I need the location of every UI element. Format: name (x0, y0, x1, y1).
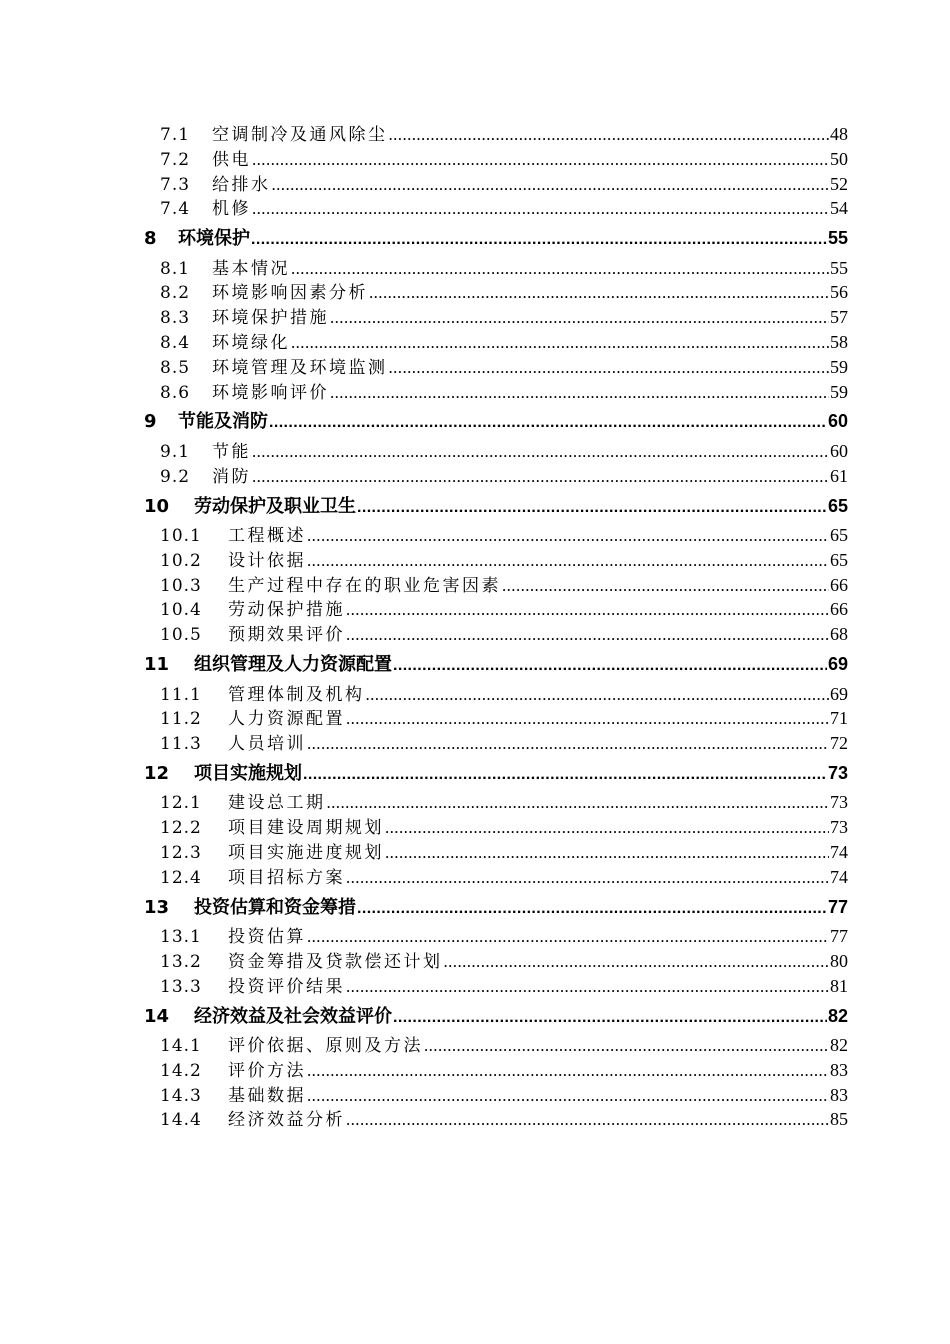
toc-entry-title: 基础数据 (228, 1085, 306, 1106)
toc-entry-title: 空调制冷及通风除尘 (212, 125, 388, 145)
toc-entry-page-number: 48 (830, 124, 848, 144)
toc-entry-title: 投资估算和资金筹措 (194, 896, 356, 918)
dot-leader (444, 950, 830, 975)
toc-entry-page-number: 54 (830, 198, 848, 219)
toc-section-entry[interactable] (0, 355, 848, 380)
dot-leader (307, 732, 829, 757)
toc-entry-title: 设计依据 (228, 550, 306, 571)
dot-leader (291, 257, 829, 282)
toc-section-entry[interactable] (0, 439, 848, 464)
toc-section-entry[interactable] (0, 865, 848, 890)
toc-entry-title: 环境绿化 (212, 333, 290, 354)
toc-entry-number: 8.6 (160, 382, 191, 403)
dot-leader (272, 173, 830, 198)
toc-section-entry[interactable] (0, 790, 848, 815)
toc-entry-page-number: 69 (830, 683, 848, 704)
toc-entry-title: 评价依据、原则及方法 (228, 1036, 423, 1057)
toc-entry-number: 13 (144, 896, 170, 918)
toc-section-entry[interactable] (0, 1058, 848, 1083)
toc-entry-number: 13.2 (160, 951, 202, 972)
toc-entry-page-number: 55 (830, 257, 848, 278)
toc-entry-title: 节能 (212, 441, 251, 462)
toc-entry-title: 消防 (212, 466, 251, 487)
toc-entry-number: 11.2 (160, 709, 202, 730)
toc-entry-title: 生产过程中存在的职业危害因素 (228, 575, 501, 596)
toc-entry-page-number: 74 (830, 866, 848, 887)
toc-entry-page-number: 65 (830, 525, 848, 546)
dot-leader (330, 381, 829, 406)
dot-leader (252, 197, 829, 222)
toc-entry-page-number: 65 (827, 495, 848, 516)
toc-entry-title: 经济效益及社会效益评价 (194, 1005, 392, 1027)
toc-entry-page-number: 58 (830, 332, 848, 353)
toc-entry-page-number: 60 (830, 440, 848, 461)
toc-entry-number: 8.5 (160, 357, 191, 378)
toc-entry-number: 10 (144, 495, 170, 517)
dot-leader (389, 356, 830, 381)
dot-leader (346, 866, 829, 891)
toc-entry-number: 8.1 (160, 258, 191, 279)
toc-entry-title: 投资估算 (228, 927, 306, 948)
toc-entry-number: 8.2 (160, 283, 191, 304)
toc-entry-title: 资金筹措及贷款偿还计划 (228, 951, 443, 972)
toc-chapter-entry[interactable] (0, 647, 848, 682)
toc-entry-number: 7.4 (160, 199, 191, 220)
toc-entry-title: 投资评价结果 (228, 976, 345, 997)
dot-leader (327, 791, 830, 816)
toc-section-entry[interactable] (0, 330, 848, 355)
toc-entry-title: 机修 (212, 199, 251, 220)
dot-leader (307, 524, 829, 549)
dot-leader (346, 1108, 829, 1133)
toc-section-entry[interactable] (0, 1107, 848, 1132)
toc-entry-page-number: 59 (830, 381, 848, 402)
dot-leader (252, 465, 829, 490)
toc-entry-number: 12.3 (160, 843, 202, 864)
toc-entry-number: 11.1 (160, 684, 202, 705)
toc-section-entry[interactable] (0, 815, 848, 840)
dot-leader (357, 490, 827, 526)
toc-entry-number: 12.1 (160, 793, 202, 814)
toc-entry-title: 预期效果评价 (228, 625, 345, 646)
toc-section-entry[interactable] (0, 597, 848, 622)
toc-entry-title: 基本情况 (212, 258, 290, 279)
toc-entry-page-number: 60 (827, 411, 848, 432)
dot-leader (307, 1059, 829, 1084)
dot-leader (389, 123, 830, 148)
toc-entry-number: 7.3 (160, 174, 191, 195)
toc-section-entry[interactable] (0, 548, 848, 573)
toc-entry-number: 12.2 (160, 818, 202, 839)
toc-entry-page-number: 52 (830, 173, 848, 194)
toc-entry-title: 人员培训 (228, 734, 306, 755)
toc-entry-number: 8.4 (160, 333, 191, 354)
dot-leader (346, 975, 829, 1000)
toc-entry-number: 14.4 (160, 1110, 202, 1131)
toc-entry-page-number: 61 (830, 465, 848, 486)
toc-entry-number: 11 (144, 654, 170, 676)
toc-section-entry[interactable] (0, 172, 848, 197)
toc-section-entry[interactable] (0, 256, 848, 281)
toc-entry-page-number: 80 (830, 950, 848, 971)
toc-entry-number: 13.3 (160, 976, 202, 997)
dot-leader (307, 549, 829, 574)
toc-entry-page-number: 83 (830, 1059, 848, 1080)
toc-entry-page-number: 82 (827, 1005, 848, 1026)
toc-section-entry[interactable] (0, 682, 848, 707)
toc-entry-number: 13.1 (160, 927, 202, 948)
toc-entry-number: 7.2 (160, 149, 191, 170)
dot-leader (252, 440, 829, 465)
toc-section-entry[interactable] (0, 840, 848, 865)
dot-leader (424, 1034, 829, 1059)
toc-entry-title: 劳动保护措施 (228, 600, 345, 621)
toc-entry-title: 节能及消防 (178, 411, 268, 433)
toc-entry-title: 环境影响因素分析 (212, 283, 368, 304)
dot-leader (357, 891, 827, 927)
toc-entry-title: 评价方法 (228, 1060, 306, 1081)
toc-entry-number: 10.2 (160, 550, 202, 571)
toc-entry-title: 项目建设周期规划 (228, 818, 384, 839)
toc-entry-page-number: 73 (827, 762, 848, 783)
toc-entry-page-number: 56 (830, 282, 848, 303)
toc-entry-page-number: 85 (830, 1109, 848, 1130)
toc-chapter-entry[interactable] (0, 999, 848, 1034)
toc-entry-page-number: 73 (830, 817, 848, 838)
toc-entry-number: 9.2 (160, 466, 191, 487)
toc-entry-title: 环境保护 (178, 228, 250, 250)
toc-section-entry[interactable] (0, 706, 848, 731)
toc-chapter-entry[interactable] (0, 890, 848, 925)
toc-entry-page-number: 82 (830, 1035, 848, 1056)
dot-leader (252, 148, 829, 173)
toc-entry-title: 环境管理及环境监测 (212, 357, 388, 378)
dot-leader (369, 281, 829, 306)
toc-entry-page-number: 71 (830, 708, 848, 729)
toc-entry-page-number: 69 (827, 654, 848, 675)
toc-entry-number: 10.3 (160, 575, 202, 596)
toc-entry-title: 组织管理及人力资源配置 (194, 654, 392, 676)
toc-entry-number: 8 (144, 228, 157, 250)
toc-section-entry[interactable] (0, 622, 848, 647)
toc-entry-title: 工程概述 (228, 526, 306, 547)
toc-section-entry[interactable] (0, 731, 848, 756)
toc-entry-title: 人力资源配置 (228, 709, 345, 730)
dot-leader (307, 1084, 829, 1109)
dot-leader (303, 757, 827, 793)
toc-entry-page-number: 65 (830, 549, 848, 570)
dot-leader (385, 841, 829, 866)
toc-entry-page-number: 50 (830, 148, 848, 169)
dot-leader (269, 405, 827, 441)
toc-entry-page-number: 77 (830, 926, 848, 947)
toc-entry-page-number: 74 (830, 842, 848, 863)
toc-entry-number: 10.1 (160, 526, 202, 547)
toc-entry-number: 9.1 (160, 441, 191, 462)
toc-section-entry[interactable] (0, 464, 848, 489)
toc-entry-number: 9 (144, 411, 157, 433)
toc-entry-page-number: 55 (827, 228, 848, 249)
toc-entry-page-number: 72 (830, 733, 848, 754)
toc-section-entry[interactable] (0, 305, 848, 330)
dot-leader (346, 598, 829, 623)
toc-entry-title: 给排水 (212, 174, 271, 195)
dot-leader (330, 306, 829, 331)
toc-entry-page-number: 57 (830, 307, 848, 328)
dot-leader (502, 574, 829, 599)
toc-entry-page-number: 77 (827, 896, 848, 917)
dot-leader (385, 816, 829, 841)
toc-chapter-entry[interactable] (0, 489, 848, 524)
toc-entry-page-number: 83 (830, 1084, 848, 1105)
toc-section-entry[interactable] (0, 523, 848, 548)
toc-entry-page-number: 66 (830, 599, 848, 620)
dot-leader (393, 1000, 827, 1036)
toc-entry-number: 10.5 (160, 625, 202, 646)
toc-entry-number: 7.1 (160, 125, 191, 145)
toc-section-entry[interactable] (0, 1033, 848, 1058)
dot-leader (366, 683, 830, 708)
toc-section-entry[interactable] (0, 924, 848, 949)
toc-section-entry[interactable] (0, 974, 848, 999)
toc-entry-page-number: 59 (830, 356, 848, 377)
toc-entry-number: 8.3 (160, 308, 191, 329)
toc-entry-number: 12.4 (160, 867, 202, 888)
toc-entry-title: 管理体制及机构 (228, 684, 365, 705)
toc-entry-title: 项目实施规划 (194, 762, 302, 784)
dot-leader (291, 331, 829, 356)
dot-leader (393, 648, 827, 684)
toc-entry-title: 供电 (212, 149, 251, 170)
toc-entry-number: 12 (144, 762, 170, 784)
toc-entry-number: 10.4 (160, 600, 202, 621)
toc-section-entry[interactable] (0, 280, 848, 305)
table-of-contents (0, 122, 950, 1132)
toc-entry-title: 项目招标方案 (228, 867, 345, 888)
toc-entry-number: 14.2 (160, 1060, 202, 1081)
toc-entry-title: 建设总工期 (228, 793, 326, 814)
dot-leader (251, 222, 827, 258)
dot-leader (346, 707, 829, 732)
toc-entry-number: 14 (144, 1005, 170, 1027)
toc-chapter-entry[interactable] (0, 221, 848, 256)
toc-entry-page-number: 68 (830, 624, 848, 645)
dot-leader (346, 623, 829, 648)
toc-section-entry[interactable] (0, 196, 848, 221)
toc-section-entry[interactable] (0, 1083, 848, 1108)
toc-entry-title: 环境影响评价 (212, 382, 329, 403)
toc-entry-page-number: 73 (830, 792, 848, 813)
toc-section-entry[interactable] (0, 949, 848, 974)
toc-entry-page-number: 66 (830, 574, 848, 595)
toc-entry-title: 经济效益分析 (228, 1110, 345, 1131)
toc-chapter-entry[interactable] (0, 404, 848, 439)
toc-entry-number: 14.1 (160, 1036, 202, 1057)
dot-leader (307, 925, 829, 950)
toc-section-entry[interactable] (0, 122, 848, 147)
toc-entry-number: 11.3 (160, 734, 202, 755)
toc-entry-number: 14.3 (160, 1085, 202, 1106)
toc-section-entry[interactable] (0, 573, 848, 598)
toc-entry-title: 环境保护措施 (212, 308, 329, 329)
toc-entry-page-number: 81 (830, 975, 848, 996)
toc-section-entry[interactable] (0, 380, 848, 405)
toc-section-entry[interactable] (0, 147, 848, 172)
toc-chapter-entry[interactable] (0, 756, 848, 791)
toc-entry-title: 劳动保护及职业卫生 (194, 495, 356, 517)
toc-entry-title: 项目实施进度规划 (228, 843, 384, 864)
